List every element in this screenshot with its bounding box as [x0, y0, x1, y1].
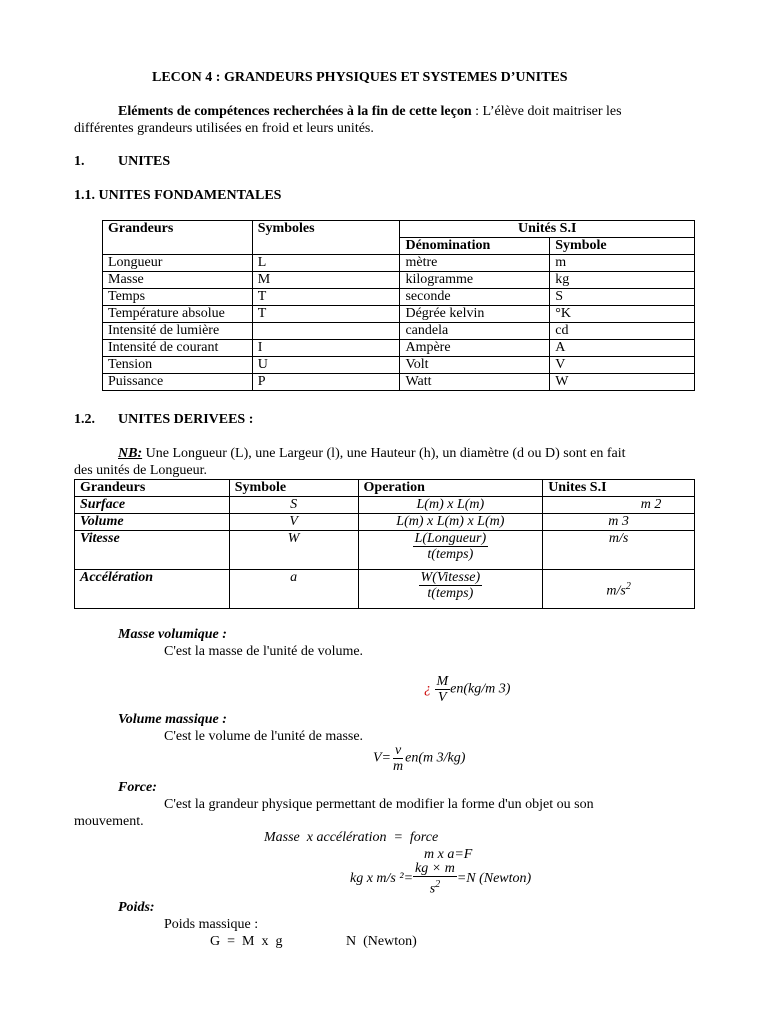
- cell: Volume: [75, 514, 230, 531]
- formula-glyph: ¿: [424, 681, 431, 697]
- masse-volumique-text: C'est la masse de l'unité de volume.: [164, 644, 364, 659]
- cell: M: [252, 272, 400, 289]
- cell: I: [252, 340, 400, 357]
- section-1-number: 1.: [74, 154, 85, 169]
- page-title: LECON 4 : GRANDEURS PHYSIQUES ET SYSTEMES D’UNITES: [152, 70, 568, 85]
- table-row: [103, 323, 695, 340]
- cell: mètre: [400, 255, 550, 272]
- fraction: [435, 674, 451, 705]
- cell: L(m) x L(m) x L(m): [358, 514, 543, 531]
- table-row: [103, 340, 695, 357]
- force-equation-2: m x a=F: [424, 847, 473, 862]
- fraction-numerator: v: [394, 743, 402, 758]
- cell: Dégrée kelvin: [400, 306, 550, 323]
- volume-massique-title: Volume massique :: [118, 712, 227, 727]
- cell: cd: [550, 323, 695, 340]
- cell: [543, 570, 695, 609]
- force-equation-3: [350, 861, 531, 897]
- table-row: [103, 289, 695, 306]
- cell: °K: [550, 306, 695, 323]
- nb-label: NB:: [118, 446, 143, 461]
- fraction: [391, 743, 405, 774]
- section-1-title: UNITES: [118, 154, 171, 169]
- cell: [358, 531, 543, 570]
- col-header-unites-si: Unités S.I: [400, 221, 695, 238]
- table-row: [75, 570, 695, 609]
- fraction-numerator: W(Vitesse): [420, 570, 481, 585]
- fraction: [419, 570, 483, 601]
- fraction-denominator: m: [393, 759, 404, 774]
- fraction: [413, 531, 489, 562]
- cell: m 2: [543, 497, 695, 514]
- cell: T: [252, 289, 400, 306]
- formula-rest: en(m 3/kg): [405, 750, 466, 766]
- cell: V: [550, 357, 695, 374]
- col-header-denomination: Dénomination: [400, 238, 550, 255]
- fraction-denominator: V: [438, 690, 447, 705]
- poids-title: Poids:: [118, 900, 155, 915]
- cell: Masse: [103, 272, 253, 289]
- masse-volumique-title: Masse volumique :: [118, 627, 227, 642]
- cell: Surface: [75, 497, 230, 514]
- fraction-denominator: t(temps): [427, 547, 474, 562]
- section-1-2-title: UNITES DERIVEES :: [118, 412, 254, 427]
- cell: Intensité de lumière: [103, 323, 253, 340]
- table-row: [75, 514, 695, 531]
- force-text-2: mouvement.: [74, 814, 144, 829]
- cell: kilogramme: [400, 272, 550, 289]
- col-header-unites-si: Unites S.I: [543, 480, 695, 497]
- cell: [358, 570, 543, 609]
- cell: S: [229, 497, 358, 514]
- table-row: [103, 306, 695, 323]
- cell: V: [229, 514, 358, 531]
- fraction-denominator: t(temps): [427, 586, 474, 601]
- cell: L(m) x L(m): [358, 497, 543, 514]
- nb-line-2: des unités de Longueur.: [74, 463, 207, 478]
- table-row: [103, 255, 695, 272]
- fraction-numerator: L(Longueur): [414, 531, 487, 546]
- intro-text-1: : L’élève doit maitriser les: [471, 104, 622, 119]
- section-1-1-title: 1.1. UNITES FONDAMENTALES: [74, 188, 282, 203]
- cell: Vitesse: [75, 531, 230, 570]
- cell: Tension: [103, 357, 253, 374]
- fraction: [413, 861, 457, 897]
- unit-text: m/s: [606, 583, 626, 599]
- nb-line-1: [118, 445, 625, 462]
- cell: Temps: [103, 289, 253, 306]
- cell: S: [550, 289, 695, 306]
- fraction-numerator: M: [436, 674, 449, 689]
- cell: a: [229, 570, 358, 609]
- intro-line-2: différentes grandeurs utilisées en froid et leurs unités.: [74, 121, 374, 136]
- cell: Accélération: [75, 570, 230, 609]
- cell: Watt: [400, 374, 550, 391]
- force-equation-1: Masse x accélération = force: [264, 830, 439, 845]
- poids-unit: N (Newton): [346, 934, 417, 949]
- denominator-exponent: 2: [435, 879, 441, 890]
- volume-massique-text: C'est le volume de l'unité de masse.: [164, 729, 364, 744]
- cell: Température absolue: [103, 306, 253, 323]
- cell: m/s: [543, 531, 695, 570]
- cell: A: [550, 340, 695, 357]
- col-header-symbole: Symbole: [550, 238, 695, 255]
- cell: kg: [550, 272, 695, 289]
- poids-subtitle: Poids massique :: [164, 917, 259, 932]
- cell: m 3: [543, 514, 695, 531]
- cell: Puissance: [103, 374, 253, 391]
- volume-massique-formula: [373, 743, 465, 774]
- force-title: Force:: [118, 780, 157, 795]
- cell: T: [252, 306, 400, 323]
- col-header-grandeurs: Grandeurs: [103, 221, 253, 255]
- intro-bold: Eléments de compétences recherchées à la fin de cette leçon: [118, 104, 472, 119]
- cell: Longueur: [103, 255, 253, 272]
- nb-text-1: Une Longueur (L), une Largeur (l), une Hauteur (h), un diamètre (d ou D) sont en fait: [142, 446, 626, 461]
- cell: W: [229, 531, 358, 570]
- cell: seconde: [400, 289, 550, 306]
- col-header-symbole: Symbole: [229, 480, 358, 497]
- cell: Volt: [400, 357, 550, 374]
- force-text-1: C'est la grandeur physique permettant de modifier la forme d'un objet ou son: [164, 797, 594, 812]
- fraction-denominator: [428, 877, 442, 897]
- derived-units-table: [74, 479, 695, 609]
- denominator-base: s: [429, 881, 436, 897]
- cell: [252, 323, 400, 340]
- cell: candela: [400, 323, 550, 340]
- section-1-2-number: 1.2.: [74, 412, 95, 427]
- cell: m: [550, 255, 695, 272]
- table-row: [75, 531, 695, 570]
- col-header-symboles: Symboles: [252, 221, 400, 255]
- formula-lhs: V=: [373, 750, 391, 766]
- cell: Intensité de courant: [103, 340, 253, 357]
- intro-line-1: [118, 103, 622, 120]
- cell: U: [252, 357, 400, 374]
- fundamental-units-table: [102, 220, 695, 391]
- table-row: [75, 497, 695, 514]
- cell: W: [550, 374, 695, 391]
- poids-formula: G = M x g: [210, 934, 283, 949]
- col-header-operation: Operation: [358, 480, 543, 497]
- formula-rest: en(kg/m 3): [450, 681, 511, 697]
- cell: P: [252, 374, 400, 391]
- cell: Ampère: [400, 340, 550, 357]
- table-row: [103, 272, 695, 289]
- formula-rhs: =N (Newton): [456, 871, 532, 887]
- formula-lhs: kg x m/s ²=: [350, 871, 414, 887]
- masse-volumique-formula: [424, 674, 510, 705]
- unit-exponent: 2: [625, 580, 631, 592]
- fraction-numerator: kg × m: [415, 861, 455, 876]
- table-row: [103, 357, 695, 374]
- col-header-grandeurs: Grandeurs: [75, 480, 230, 497]
- cell: L: [252, 255, 400, 272]
- table-row: [103, 374, 695, 391]
